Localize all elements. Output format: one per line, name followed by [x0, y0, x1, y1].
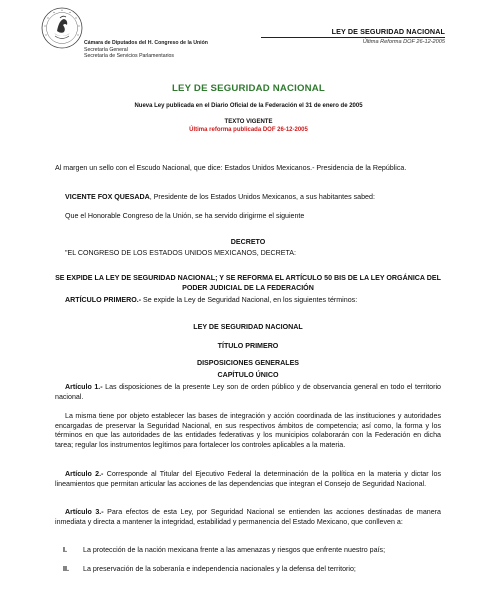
article-1-text: Las disposiciones de la presente Ley son de orden público y de observancia general en todo el territorio nacional. — [55, 383, 441, 401]
texto-vigente: TEXTO VIGENTE — [224, 119, 273, 125]
article-2 — [55, 470, 441, 489]
document-title: LEY DE SEGURIDAD NACIONAL — [171, 83, 325, 94]
paragraph-congress — [55, 212, 441, 222]
running-title: LEY DE SEGURIDAD NACIONAL — [331, 27, 445, 36]
article-3-item-1 — [55, 546, 441, 556]
national-seal-icon — [40, 6, 84, 50]
paragraph-president — [55, 193, 441, 203]
article-3-item-2 — [55, 565, 441, 575]
law-title: LEY DE SEGURIDAD NACIONAL — [193, 323, 303, 332]
president-name: VICENTE FOX QUESADA — [65, 193, 150, 201]
article-1-p2-text: La misma tiene por objeto establecer las bases de integración y acción coordinada de las instituciones y autoridades encargadas de preservar la Seguridad Nacional, en sus respectivos ámbitos de competencia; así como, la forma y los términos en que las autoridades de las entidades federativas y los municipios colaborarán con la Federación en dicha tarea; regular los instrumentos legítimos para fortalecer los controles aplicables a la materia. — [55, 412, 441, 449]
decreto-heading: DECRETO — [230, 238, 266, 247]
header-rule — [261, 37, 445, 38]
article-2-head: Artículo 2.- — [65, 470, 104, 478]
article-1-paragraph-2 — [55, 412, 441, 450]
article-3 — [55, 508, 441, 527]
header-institution: Cámara de Diputados del H. Congreso de la Unión — [84, 40, 208, 46]
running-reform-ref: Última Reforma DOF 26-12-2005 — [362, 39, 445, 45]
item-text: La protección de la nación mexicana frente a las amenazas y riesgos que enfrente nuestro país; — [83, 546, 386, 554]
article-2-text: Corresponde al Titular del Ejecutivo Federal la determinación de la política en la materia y dictar los lineamientos que permitan articular las acciones de las dependencias que integran el Consejo de Seguridad Nacional. — [55, 470, 441, 488]
article-3-head: Artículo 3.- — [65, 508, 104, 516]
item-number: I. — [63, 546, 67, 554]
article-1 — [55, 383, 441, 402]
titulo-primero: TÍTULO PRIMERO — [217, 342, 279, 351]
header-line-3: Secretaría de Servicios Parlamentarios — [84, 53, 174, 60]
item-number: II. — [63, 565, 69, 573]
last-reform-note: Última reforma publicada DOF 26-12-2005 — [189, 127, 308, 133]
disposiciones-generales: DISPOSICIONES GENERALES — [196, 358, 300, 367]
body-text — [55, 164, 441, 174]
item-text: La preservación de la soberanía e independencia nacionales y la defensa del territorio; — [83, 565, 356, 573]
paragraph-seal: Al margen un sello con el Escudo Nacional, que dice: Estados Unidos Mexicanos.- Presidencia de la República. — [55, 164, 407, 172]
decreta-text: "EL CONGRESO DE LOS ESTADOS UNIDOS MEXICANOS, DECRETA: — [65, 249, 297, 257]
header-institution-block — [84, 40, 208, 60]
header-line-2: Secretaría General — [84, 46, 128, 53]
article-3-text: Para efectos de esta Ley, por Seguridad Nacional se entienden las acciones destinadas de manera inmediata y directa a mantener la integridad, estabilidad y permanencia del Estado Mexicano, que conlleven a: — [55, 508, 441, 526]
article-primero-text: Se expide la Ley de Seguridad Nacional, en los siguientes términos: — [141, 296, 358, 304]
paragraph-decreta — [55, 249, 441, 259]
list-item — [55, 565, 441, 575]
president-text: , Presidente de los Estados Unidos Mexicanos, a sus habitantes sabed: — [149, 193, 375, 201]
list-item — [55, 546, 441, 556]
capitulo-unico: CAPÍTULO ÚNICO — [217, 371, 279, 380]
decree-title: SE EXPIDE LA LEY DE SEGURIDAD NACIONAL; Y SE REFORMA EL ARTÍCULO 50 BIS DE LA LEY ORGÁNICA DEL PODER JUDICIAL DE LA FEDERACIÓN — [55, 274, 441, 292]
article-primero-head: ARTÍCULO PRIMERO.- — [65, 296, 142, 304]
publication-note: Nueva Ley publicada en el Diario Oficial de la Federación el 31 de enero de 2005 — [134, 103, 363, 109]
congress-text: Que el Honorable Congreso de la Unión, se ha servido dirigirme el siguiente — [65, 212, 305, 220]
article-1-head: Artículo 1.- — [65, 383, 103, 391]
paragraph-article-primero — [55, 296, 441, 306]
running-header — [261, 27, 445, 45]
